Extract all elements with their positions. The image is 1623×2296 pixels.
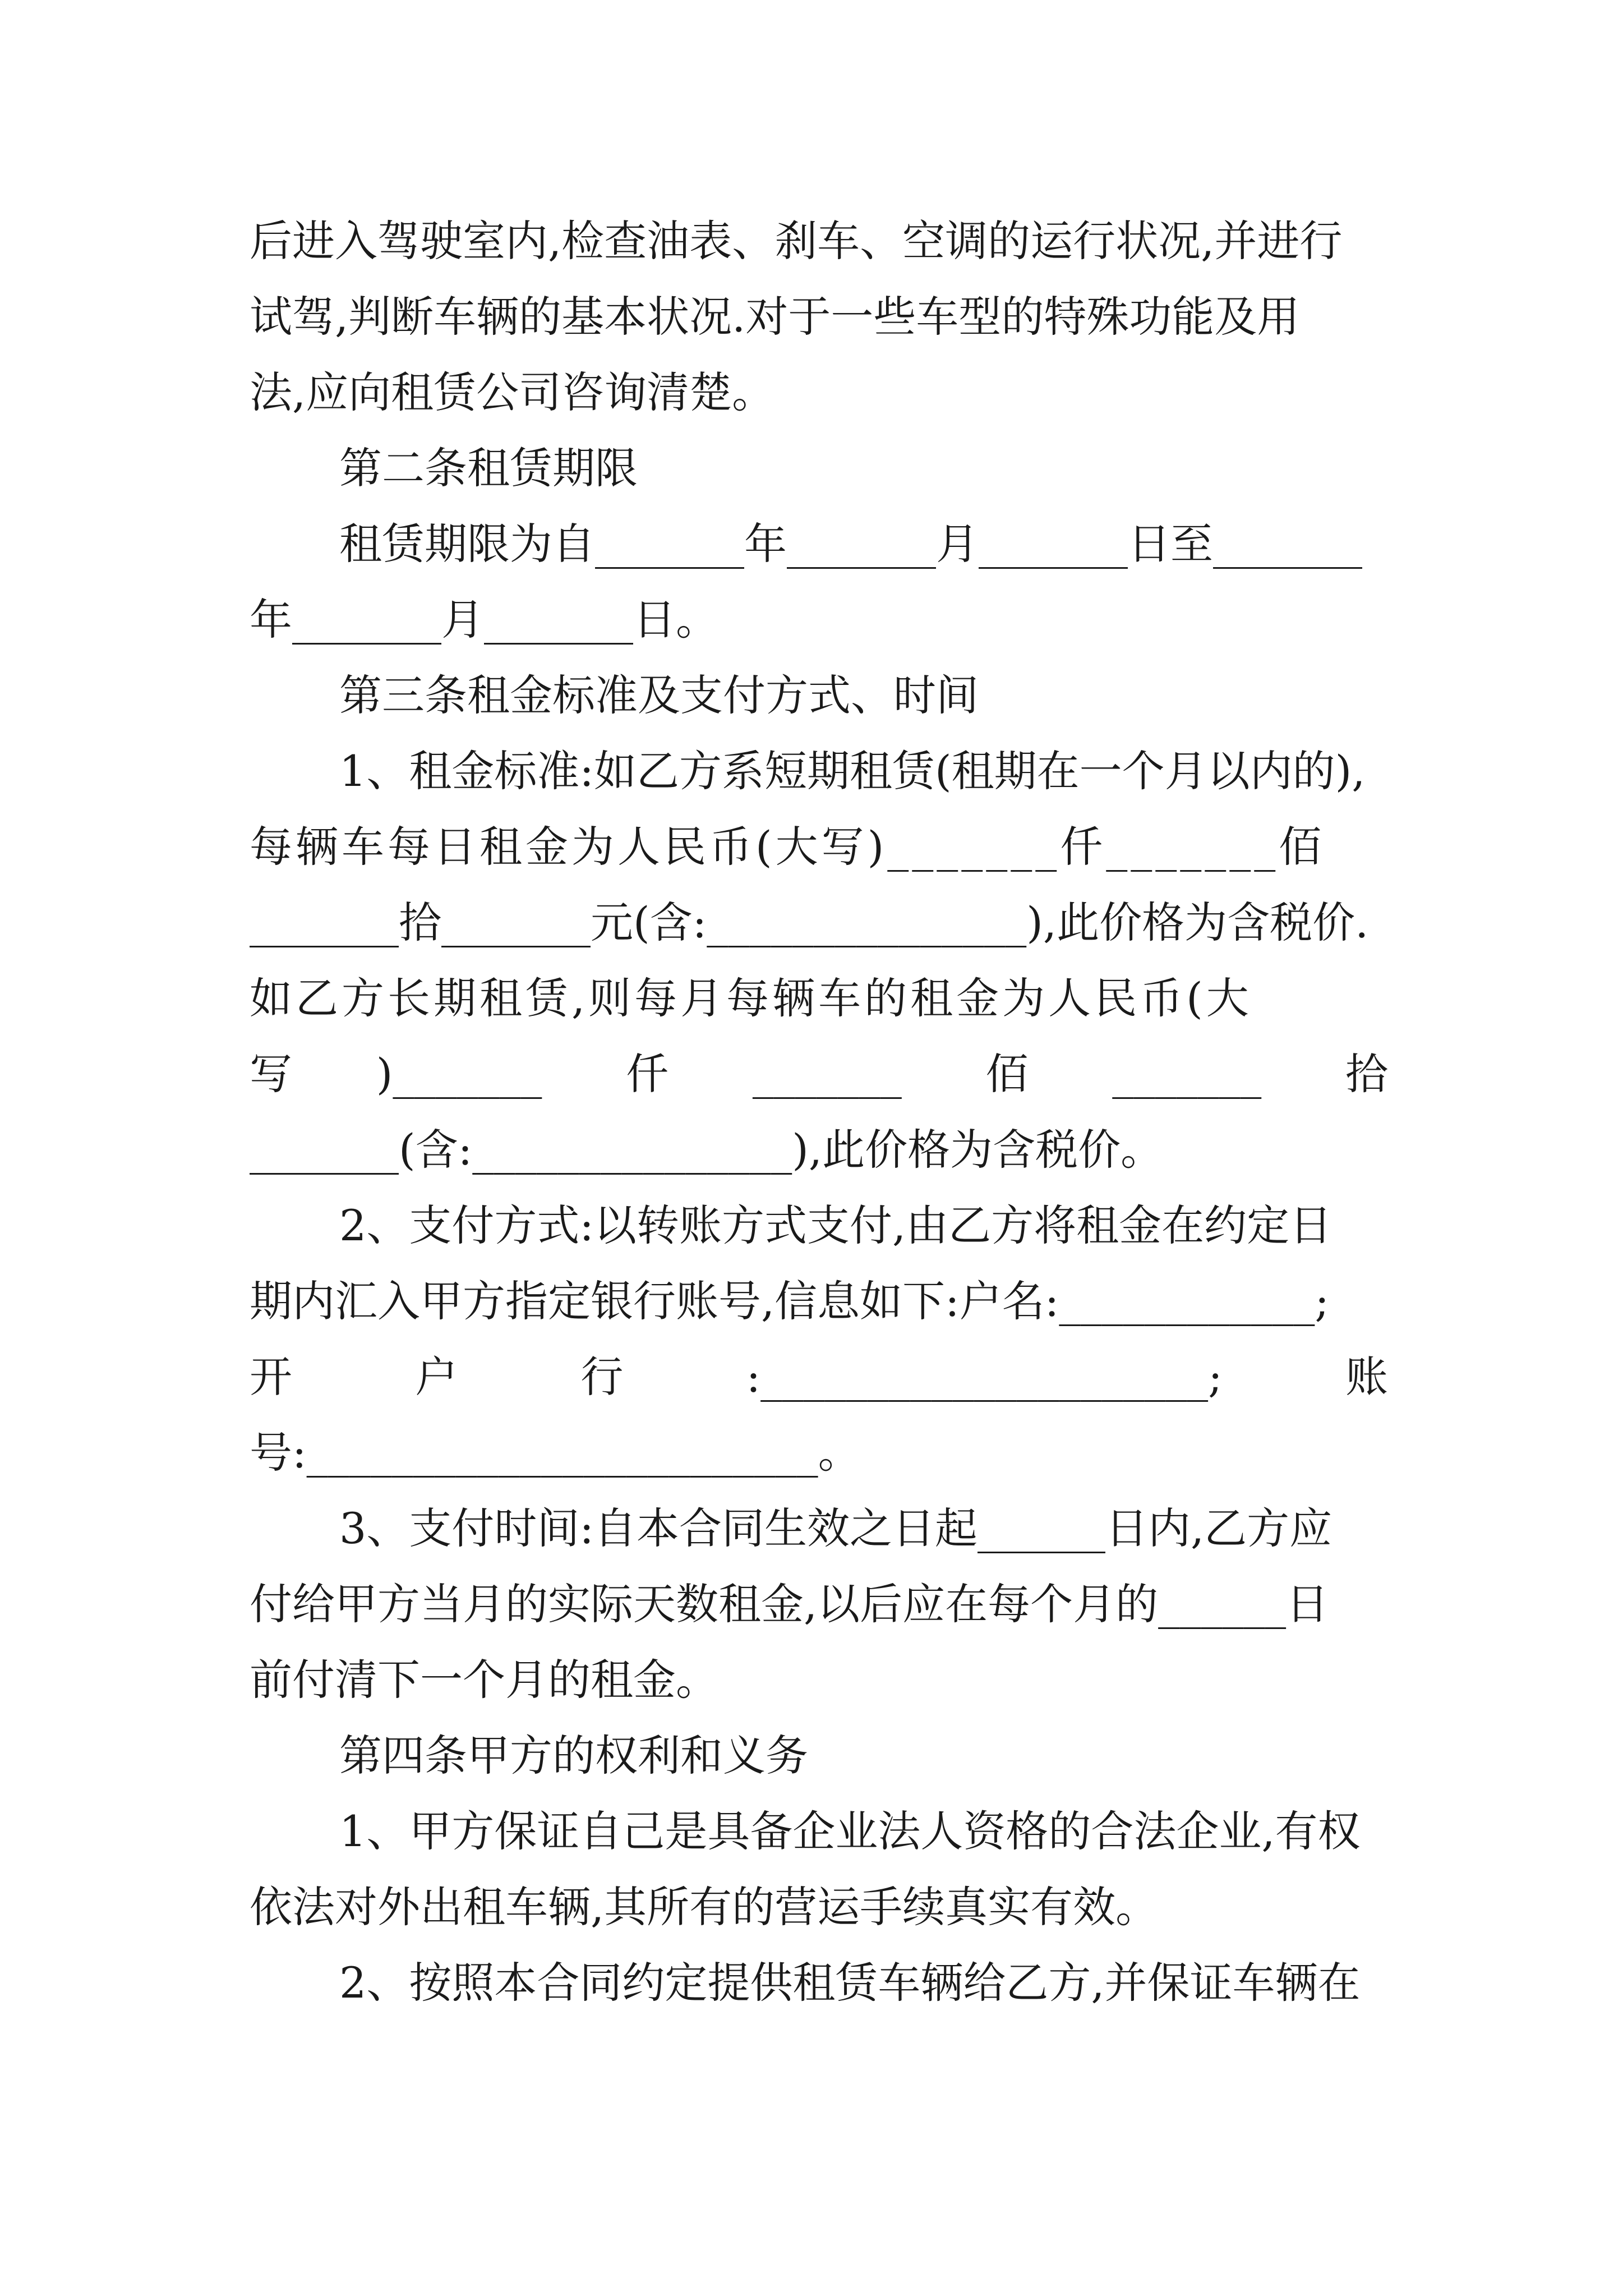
text-segment: )_______ [376, 1049, 542, 1099]
text-line-justified [250, 1046, 1388, 1102]
text-line: 后进入驾驶室内,检查油表、刹车、空调的运行状况,并进行 [250, 216, 1343, 266]
text-segment: 写 [250, 1049, 292, 1099]
text-segment: 仟 [626, 1049, 669, 1099]
text-line: 租赁期限为自_______年_______月_______日至_______ [339, 519, 1362, 569]
text-line: 期内汇入甲方指定银行账号,信息如下:户名:____________; [250, 1276, 1329, 1326]
text-segment: :_____________________; [746, 1352, 1223, 1402]
text-line: _______(含:_______________),此价格为含税价。 [250, 1125, 1164, 1175]
text-line: 法,应向租赁公司咨询清楚。 [250, 367, 775, 417]
text-line: _______拾_______元(含:_______________),此价格为含税价. [250, 898, 1369, 947]
text-line: 前付清下一个月的租金。 [250, 1655, 718, 1705]
text-line: 年_______月_______日。 [250, 595, 718, 645]
text-line: 1、甲方保证自己是具备企业法人资格的合法企业,有权 [339, 1806, 1361, 1856]
text-line: 1、租金标准:如乙方系短期租赁(租期在一个月以内的), [339, 746, 1366, 796]
text-line: 试驾,判断车辆的基本状况.对于一些车型的特殊功能及用 [250, 292, 1300, 342]
text-segment: _______ [752, 1049, 902, 1099]
article-heading: 第二条租赁期限 [339, 443, 638, 493]
text-segment: 账 [1345, 1352, 1388, 1402]
text-segment: _______ [1112, 1049, 1262, 1099]
text-line-justified [250, 1349, 1388, 1405]
text-line: 2、按照本合同约定提供租赁车辆给乙方,并保证车辆在 [339, 1958, 1361, 2008]
text-line: 2、支付方式:以转账方式支付,由乙方将租金在约定日 [339, 1200, 1332, 1250]
article-heading: 第三条租金标准及支付方式、时间 [339, 670, 979, 720]
text-line: 付给甲方当月的实际天数租金,以后应在每个月的______日 [250, 1579, 1329, 1629]
text-line: 每辆车每日租金为人民币(大写)_______仟_______佰 [250, 822, 1325, 872]
text-line: 3、支付时间:自本合同生效之日起______日内,乙方应 [339, 1503, 1332, 1553]
text-line: 依法对外出租车辆,其所有的营运手续真实有效。 [250, 1882, 1159, 1932]
text-segment: 户 [415, 1352, 458, 1402]
text-segment: 行 [580, 1352, 624, 1402]
text-segment: 佰 [985, 1049, 1029, 1099]
text-line: 号:________________________。 [250, 1428, 861, 1478]
article-heading: 第四条甲方的权利和义务 [339, 1731, 808, 1780]
text-segment: 开 [250, 1352, 292, 1402]
text-line: 如乙方长期租赁,则每月每辆车的租金为人民币(大 [250, 973, 1252, 1023]
text-segment: 拾 [1345, 1049, 1388, 1099]
